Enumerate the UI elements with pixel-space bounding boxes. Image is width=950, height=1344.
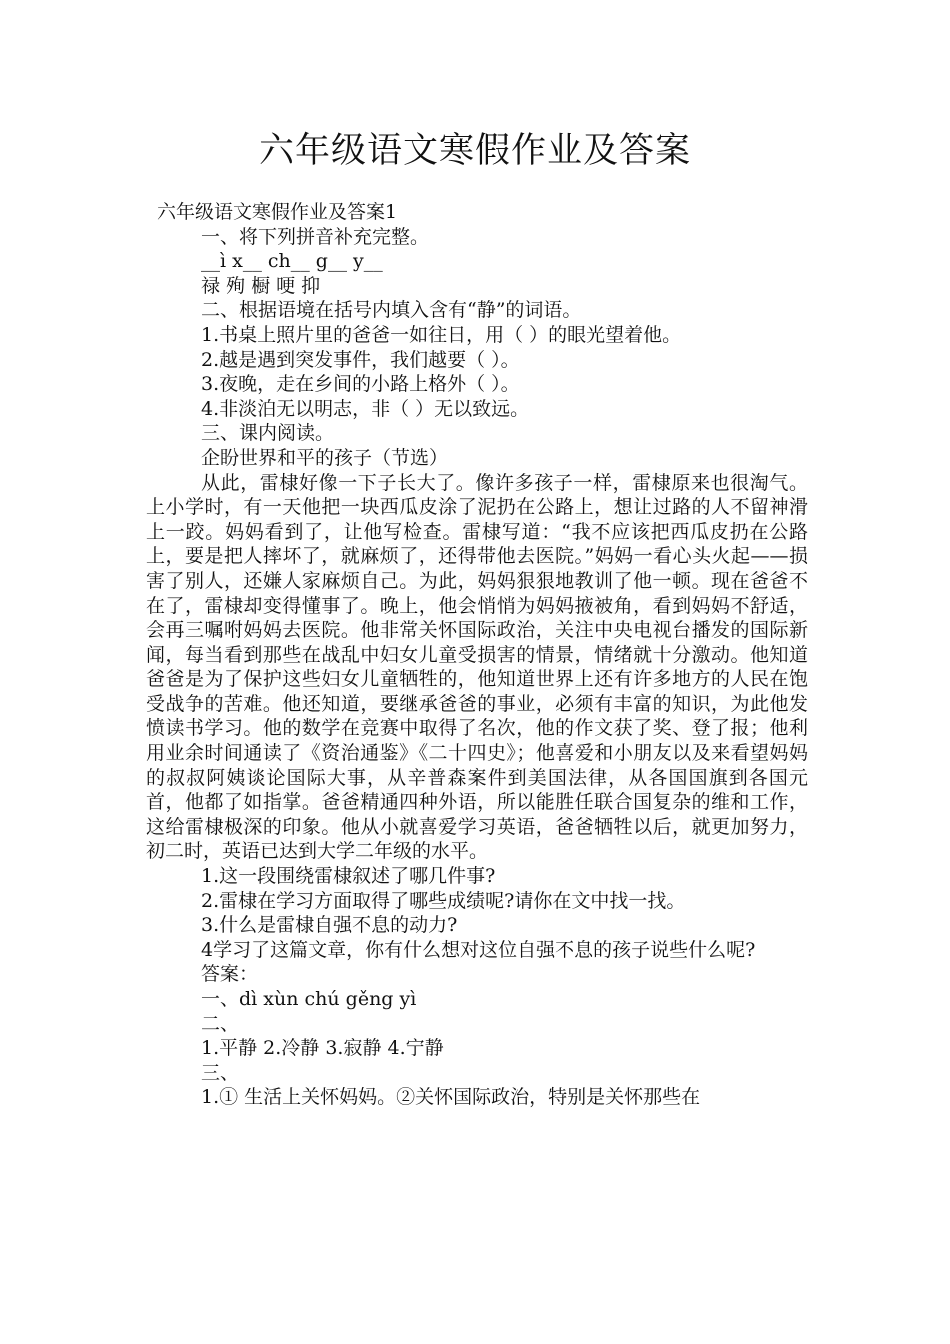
- reading-passage: 从此，雷棣好像一下子长大了。像许多孩子一样，雷棣原来也很淘气。上小学时，有一天他把一块西瓜皮涂了泥扔在公路上，想让过路的人不留神滑上一跤。妈妈看到了，让他写检查。雷棣写道：“我不应该把西瓜皮扔在公路上，要是把人摔坏了，就麻烦了，还得带他去医院。”妈妈一看心头火起——损害了别人，还嫌人家麻烦自己。为此，妈妈狠狠地教训了他一顿。现在爸爸不在了，雷棣却变得懂事了。晚上，他会悄悄为妈妈掖被角，看到妈妈不舒适，会再三嘱咐妈妈去医院。他非常关怀国际政治，关注中央电视台播发的国际新闻，每当看到那些在战乱中妇女儿童受损害的情景，情绪就十分激动。他知道爸爸是为了保护这些妇女儿童牺牲的，他知道世界上还有许多地方的人民在饱受战争的苦难。他还知道，要继承爸爸的事业，必须有丰富的知识，为此他发愤读书学习。他的数学在竞赛中取得了名次，他的作文获了奖、登了报；他利用业余时间通读了《资治通鉴》《二十四史》；他喜爱和小朋友以及来看望妈妈的叔叔阿姨谈论国际大事，从辛普森案件到美国法律，从各国国旗到各国元首，他都了如指掌。爸爸精通四种外语，所以能胜任联合国复杂的维和工作，这给雷棣极深的印象。他从小就喜爱学习英语，爸爸牺牲以后，就更加努力，初二时，英语已达到大学二年级的水平。: [146, 471, 808, 863]
- answer-line: 1.平静 2.冷静 3.寂静 4.宁静: [201, 1037, 444, 1060]
- reading-question: 3.什么是雷棣自强不息的动力?: [201, 914, 458, 937]
- pinyin-characters: 禄 殉 橱 哽 抑: [201, 274, 321, 297]
- question-heading: 三、课内阅读。: [201, 422, 335, 445]
- question-heading: 一、将下列拼音补充完整。: [201, 225, 430, 248]
- answers-heading: 答案：: [201, 963, 259, 986]
- fill-in-item: 1.书桌上照片里的爸爸一如往日，用（ ）的眼光望着他。: [201, 323, 682, 346]
- fill-in-item: 3.夜晚，走在乡间的小路上格外（ ）。: [201, 373, 520, 396]
- reading-question: 1.这一段围绕雷棣叙述了哪几件事?: [201, 865, 496, 888]
- document-body: [146, 200, 808, 1110]
- reading-question: 2.雷棣在学习方面取得了哪些成绩呢?请你在文中找一找。: [201, 889, 686, 912]
- section-heading: 六年级语文寒假作业及答案1: [157, 201, 398, 223]
- pinyin-blanks: __ì x__ ch__ g__ y__: [201, 250, 383, 273]
- fill-in-item: 2.越是遇到突发事件，我们越要（ ）。: [201, 348, 520, 371]
- fill-in-item: 4.非淡泊无以明志，非（ ）无以致远。: [201, 397, 530, 420]
- answer-line: 二、: [201, 1012, 240, 1035]
- answer-line: 一、dì xùn chú gěng yì: [201, 988, 417, 1010]
- passage-title: 企盼世界和平的孩子（节选）: [201, 446, 449, 469]
- question-heading: 二、根据语境在括号内填入含有“静”的词语。: [201, 299, 582, 322]
- reading-question: 4学习了这篇文章，你有什么想对这位自强不息的孩子说些什么呢?: [201, 938, 756, 961]
- document-title: 六年级语文寒假作业及答案: [258, 131, 691, 171]
- answer-line: 三、: [201, 1061, 240, 1084]
- answer-line: 1.① 生活上关怀妈妈。②关怀国际政治，特别是关怀那些在: [201, 1086, 701, 1109]
